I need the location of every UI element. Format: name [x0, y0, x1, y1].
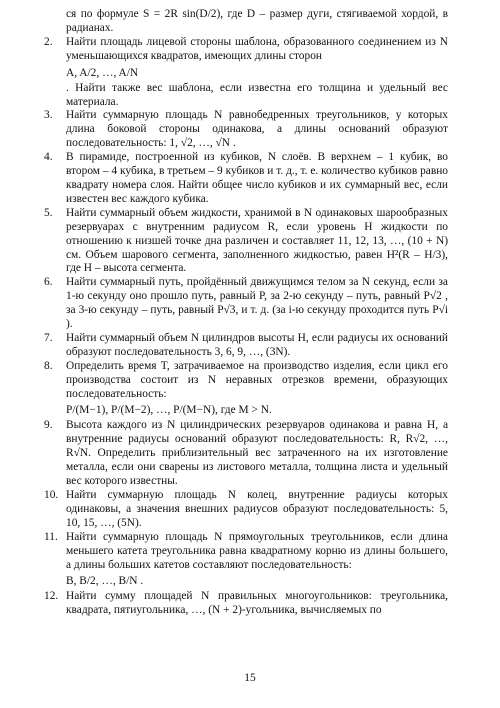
problem-text: Найти суммарную площадь N прямоугольных треугольников, если длина меньшего катета треугольника равна квадратному корню из длины большего, а длины больших катетов составляют последовательность: — [66, 530, 448, 571]
problem-number: 4. — [44, 151, 53, 164]
problem-number: 3. — [44, 109, 53, 122]
problem-item-11 — [38, 531, 448, 590]
problem-text: Найти суммарную площадь N колец, внутренние радиусы которых одинаковы, а значения внешних радиусов образуют последовательность: 5, 10, 15, …, (5N). — [66, 489, 448, 529]
problem-number: 11. — [44, 530, 58, 543]
problem-text: Найти суммарный путь, пройдённый движущимся телом за N секунд, если за 1-ю секунду оно прошло путь, равный P, за 2-ю секунду – путь, равный P√2 , за 3-ю секунду – путь, равный P√3, и т. д. (за i-ю секунду проходится путь P√i ). — [66, 276, 448, 331]
problem-number: 7. — [44, 331, 53, 344]
problem-text: Найти суммарный объем N цилиндров высоты H, если радиусы их оснований образуют последовательность 3, 6, 9, …, (3N). — [66, 331, 448, 358]
problem-text-continued: . Найти также вес шаблона, если известна его толщина и удельный вес материала. — [66, 81, 448, 108]
problem-list — [38, 36, 448, 618]
problem-item-9 — [38, 419, 448, 489]
problem-item-3 — [38, 109, 448, 151]
problem-number: 2. — [44, 35, 53, 48]
problem-item-2 — [38, 36, 448, 110]
problem-item-7 — [38, 332, 448, 360]
problem-text: Найти суммарный объем жидкости, хранимой в N одинаковых шарообразных резервуарах с внутренним радиусом R, если уровень H жидкости по отношению к низшей точке дна различен и составляет 11, 12, 13, …, (10 + N) см. Объем шарового сегмента, заполненного жидкостью, равен H²(R – H/3), где H – высота сегмента. — [66, 206, 448, 275]
problem-number: 6. — [44, 276, 53, 289]
problem-text: Определить время T, затрачиваемое на производство изделия, если цикл его производства состоит из N неравных отрезков времени, образующих последовательность: — [66, 359, 448, 400]
page-content — [38, 8, 448, 618]
problem-text: Высота каждого из N цилиндрических резервуаров одинакова и равна H, а внутренние радиусы оснований образуют последовательность: R, R√2, …, R√N. Определить приблизительный вес затраченного на их изготовление металла, если они сварены из листового металла, толщина листа и удельный вес которого известны. — [66, 419, 448, 488]
problem-number: 10. — [44, 489, 59, 501]
problem-item-5 — [38, 207, 448, 277]
problem-text: В пирамиде, построенной из кубиков, N слоёв. В верхнем – 1 кубик, во втором – 4 кубика, в третьем – 9 кубиков и т. д., т. е. количество кубиков равно квадрату номера слоя. Найти общее число кубиков и их суммарный вес, если известен вес каждого кубика. — [66, 151, 448, 205]
problem-item-6 — [38, 276, 448, 332]
problem-text: Найти сумму площадей N правильных многоугольников: треугольника, квадрата, пятиугольника, …, (N + 2)-угольника, вычисляемых по — [66, 590, 448, 617]
problem-number: 5. — [44, 206, 53, 219]
problem-number: 9. — [44, 419, 53, 432]
problem-formula: P/(M−1), P/(M−2), …, P/(M−N), где M > N. — [66, 404, 272, 417]
problem-number: 12. — [44, 590, 59, 603]
page-number: 15 — [244, 672, 256, 684]
continuation-text: ся по формуле S = 2R sin(D/2), где D – размер дуги, стягиваемой хордой, в радианах. — [66, 8, 448, 34]
problem-item-10 — [38, 489, 448, 531]
problem-text: Найти суммарную площадь N равнобедренных треугольников, у которых длина боковой стороны одинакова, а длины оснований образуют последовательность: 1, √2, …, √N . — [66, 109, 448, 150]
problem-item-4 — [38, 151, 448, 207]
problem-number: 8. — [44, 359, 53, 372]
problem-formula: A, A/2, …, A/N — [66, 66, 139, 79]
problem-text: Найти площадь лицевой стороны шаблона, образованного соединением из N уменьшающихся квадратов, имеющих длины сторон — [66, 35, 448, 62]
problem-item-12 — [38, 590, 448, 618]
problem-formula: B, B/2, …, B/N . — [66, 575, 144, 588]
problem-item-8 — [38, 360, 448, 419]
